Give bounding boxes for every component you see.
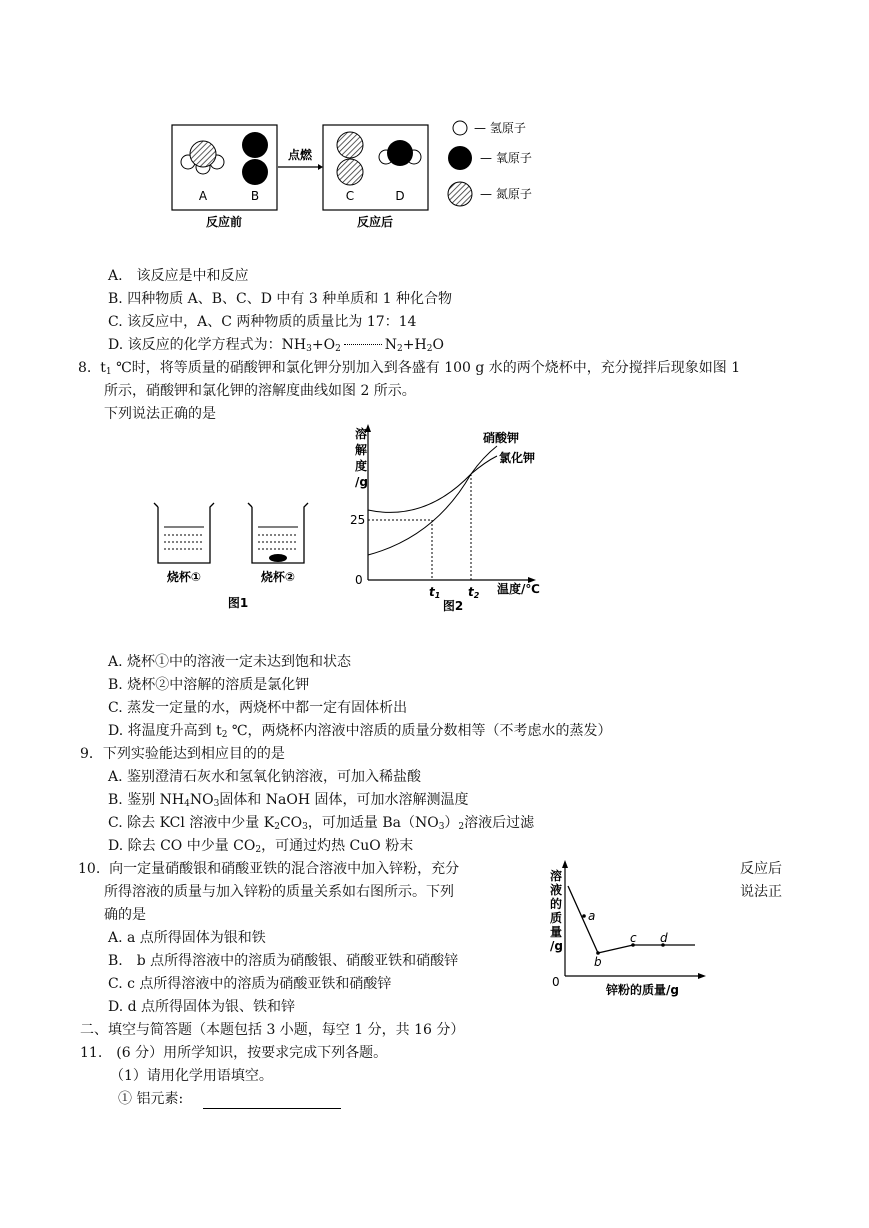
q10-option-d: D. d 点所得固体为银、铁和锌: [108, 999, 296, 1015]
x-label: 温度/℃: [497, 582, 540, 596]
legend-nitrogen-icon: [448, 182, 472, 206]
beaker-2-label: 烧杯②: [260, 570, 296, 584]
before-label: 反应前: [205, 215, 243, 229]
x-tick-t2: t2: [468, 585, 480, 600]
q7-option-a: A. 该反应是中和反应: [108, 268, 249, 284]
q9-stem: 9．下列实验能达到相应目的的是: [80, 746, 285, 762]
y-label-1: 溶: [355, 427, 368, 441]
q9-option-a: A. 鉴别澄清石灰水和氢氧化钠溶液，可加入稀盐酸: [108, 769, 422, 785]
fig2-caption: 图2: [442, 599, 464, 612]
q11-item1: ① 铝元素:: [118, 1089, 341, 1109]
legend-kcl: 氯化钾: [499, 451, 536, 465]
legend-oxygen: — 氧原子: [480, 151, 532, 165]
point-d-label: d: [660, 931, 668, 945]
zinc-mass-chart: [540, 858, 710, 1000]
q8-stem-line1: 8. $t_1$ ℃时，将等质量的硝酸钾和氯化钾分别加入到各盛有 100 g 水的两个烧杯中，充分搅拌后现象如图 1: [78, 360, 741, 377]
q8-option-d: D. 将温度升高到 $t_2$ ℃，两烧杯内溶液中溶质的质量分数相等（不考虑水的蒸发）: [108, 723, 612, 740]
y-label-5: 量: [550, 925, 563, 939]
legend-hydrogen-icon: [453, 121, 467, 135]
q8-option-a: A. 烧杯①中的溶液一定未达到饱和状态: [108, 654, 352, 670]
q8-option-b: B. 烧杯②中溶解的溶质是氯化钾: [108, 677, 310, 693]
origin-label: 0: [355, 573, 363, 587]
q10-option-a: A. a 点所得固体为银和铁: [108, 930, 266, 946]
solubility-chart: [345, 422, 550, 612]
answer-blank[interactable]: [203, 1094, 341, 1109]
q11-sub1: （1）请用化学用语填空。: [110, 1068, 273, 1084]
q10-stem-line1: 10. 向一定量硝酸银和硝酸亚铁的混合溶液中加入锌粉，充分: [78, 861, 460, 877]
q10-option-b: B. b 点所得溶液中的溶质为硝酸银、硝酸亚铁和硝酸锌: [108, 953, 459, 969]
curve-kno3: [368, 446, 497, 555]
x-tick-t1: t1: [429, 585, 441, 600]
fig1-caption: 图1: [227, 596, 249, 610]
y-label-4: 质: [550, 911, 563, 925]
y-tick-25: 25: [350, 513, 366, 527]
q8-stem-line2: 所示，硝酸钾和氯化钾的溶解度曲线如图 2 所示。: [104, 383, 416, 399]
point-a-label: a: [588, 909, 596, 923]
section-2-title: 二、填空与简答题（本题包括 3 小题，每空 1 分，共 16 分）: [80, 1022, 465, 1038]
beaker-1-label: 烧杯①: [166, 570, 202, 584]
q10-stem-line3: 确的是: [104, 907, 146, 923]
q10-stem-line1-right: 反应后: [740, 861, 782, 877]
beaker-1: [154, 503, 214, 563]
label-a: A: [198, 189, 208, 203]
q9-option-b: B. 鉴别 $NH_4NO_3$固体和 NaOH 固体，可加水溶解测温度: [108, 792, 469, 809]
y-label-2: 液: [550, 883, 563, 897]
y-label-6: /g: [550, 939, 563, 953]
y-label-2: 解: [355, 443, 368, 457]
x-label: 锌粉的质量/g: [606, 983, 679, 997]
q9-option-d: D. 除去 CO 中少量 $CO_2$，可通过灼热 CuO 粉末: [108, 838, 414, 855]
q8-option-c: C. 蒸发一定量的水，两烧杯中都一定有固体析出: [108, 700, 408, 716]
legend-oxygen-icon: [448, 146, 472, 170]
reaction-diagram: [160, 110, 560, 240]
label-c: C: [345, 189, 355, 203]
q7-option-c: C. 该反应中，A、C 两种物质的质量比为 17：14: [108, 314, 417, 330]
origin-label: 0: [552, 975, 560, 989]
arrow-label: 点燃: [287, 148, 313, 162]
q7-option-d: D. 该反应的化学方程式为：$NH_3+O_2$ $N_2+H_2O$: [108, 337, 444, 354]
q7-option-b: B. 四种物质 A、B、C、D 中有 3 种单质和 1 种化合物: [108, 291, 453, 307]
y-label-3: 的: [550, 897, 563, 911]
point-c-label: c: [630, 931, 637, 945]
precipitate: [269, 554, 287, 562]
y-label-4: /g: [355, 475, 368, 489]
legend-nitrogen: — 氮原子: [480, 187, 532, 201]
legend-hydrogen: — 氢原子: [474, 121, 526, 135]
point-a: [582, 914, 586, 918]
y-label-1: 溶: [550, 869, 563, 883]
q10-option-c: C. c 点所得溶液中的溶质为硝酸亚铁和硝酸锌: [108, 976, 392, 992]
label-b: B: [250, 189, 260, 203]
q9-option-c: C. 除去 KCl 溶液中少量 $K_2CO_3$，可加适量 $Ba(NO_3)_2$溶液后过滤: [108, 815, 535, 832]
label-d: D: [395, 189, 405, 203]
legend-kno3: 硝酸钾: [483, 431, 520, 445]
after-label: 反应后: [356, 215, 394, 229]
y-label-3: 度: [355, 459, 368, 473]
q10-stem-line2-right: 说法正: [740, 884, 782, 900]
beaker-figure: [150, 495, 320, 615]
q10-stem-line2: 所得溶液的质量与加入锌粉的质量关系如右图所示。下列: [104, 884, 454, 900]
q8-stem-line3: 下列说法正确的是: [104, 406, 216, 422]
point-b-label: b: [594, 955, 602, 969]
beaker-2: [248, 503, 308, 563]
q11-stem: 11. (6 分）用所学知识，按要求完成下列各题。: [80, 1045, 388, 1061]
